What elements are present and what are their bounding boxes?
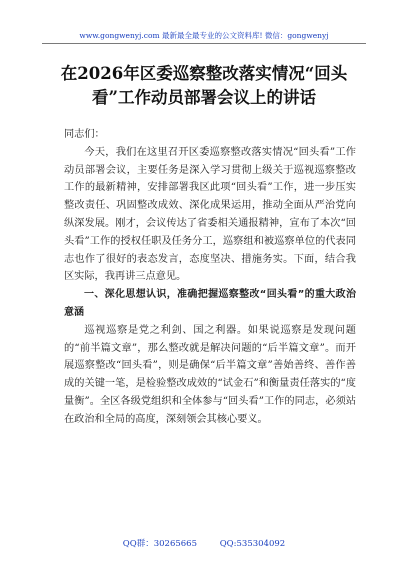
paragraph-1: 今天，我们在这里召开区委巡察整改落实情况“回头看”工作动员部署会议，主要任务是深入学习贯彻上级关于巡视巡察整改工作的最新精神，安排部署我区此项“回头看”工作，进一步压实整改责任、巩固整改成效、深化成果运用，推动全面从严治党向纵深发展。刚才，会议传达了省委相关通报精神，宣布了本次“回头看”工作的授权任职及任务分工，巡察组和被巡察单位的代表同志也作了很好的表态发言，态度坚决、措施务实。下面，结合我区实际，我再讲三点意见。 <box>64 146 356 283</box>
header-divider <box>42 43 366 44</box>
document-body <box>64 126 356 429</box>
title-line-1: 在2026年区委巡察整改落实情况“回头 <box>60 64 348 83</box>
title-line-2: 看”工作动员部署会议上的讲话 <box>92 88 316 107</box>
footer-qq: QQ:535304092 <box>219 539 286 549</box>
section-heading-1: 一、深化思想认识，准确把握巡察整改“回头看”的重大政治意涵 <box>64 289 356 318</box>
page-footer <box>0 537 408 549</box>
paragraph-2: 巡视巡察是党之利剑、国之利器。如果说巡察是发现问题的“前半篇文章”，那么整改就是解决问题的“后半篇文章”。而开展巡察整改“回头看”，则是确保“后半篇文章”善始善终、善作善成的关键一笔，是检验整改成效的“试金石”和衡量责任落实的“度量衡”。全区各级党组织和全体参与“回头看”工作的同志，必须站在政治和全局的高度，深刻领会其核心要义。 <box>64 324 356 425</box>
page-header: www.gongwenyj.com 最新最全最专业的公文资料库! 微信：gongwenyj <box>79 31 329 40</box>
footer-qq-group: QQ群：30265665 <box>122 539 197 549</box>
salutation: 同志们： <box>64 129 105 140</box>
document-title <box>40 62 368 110</box>
